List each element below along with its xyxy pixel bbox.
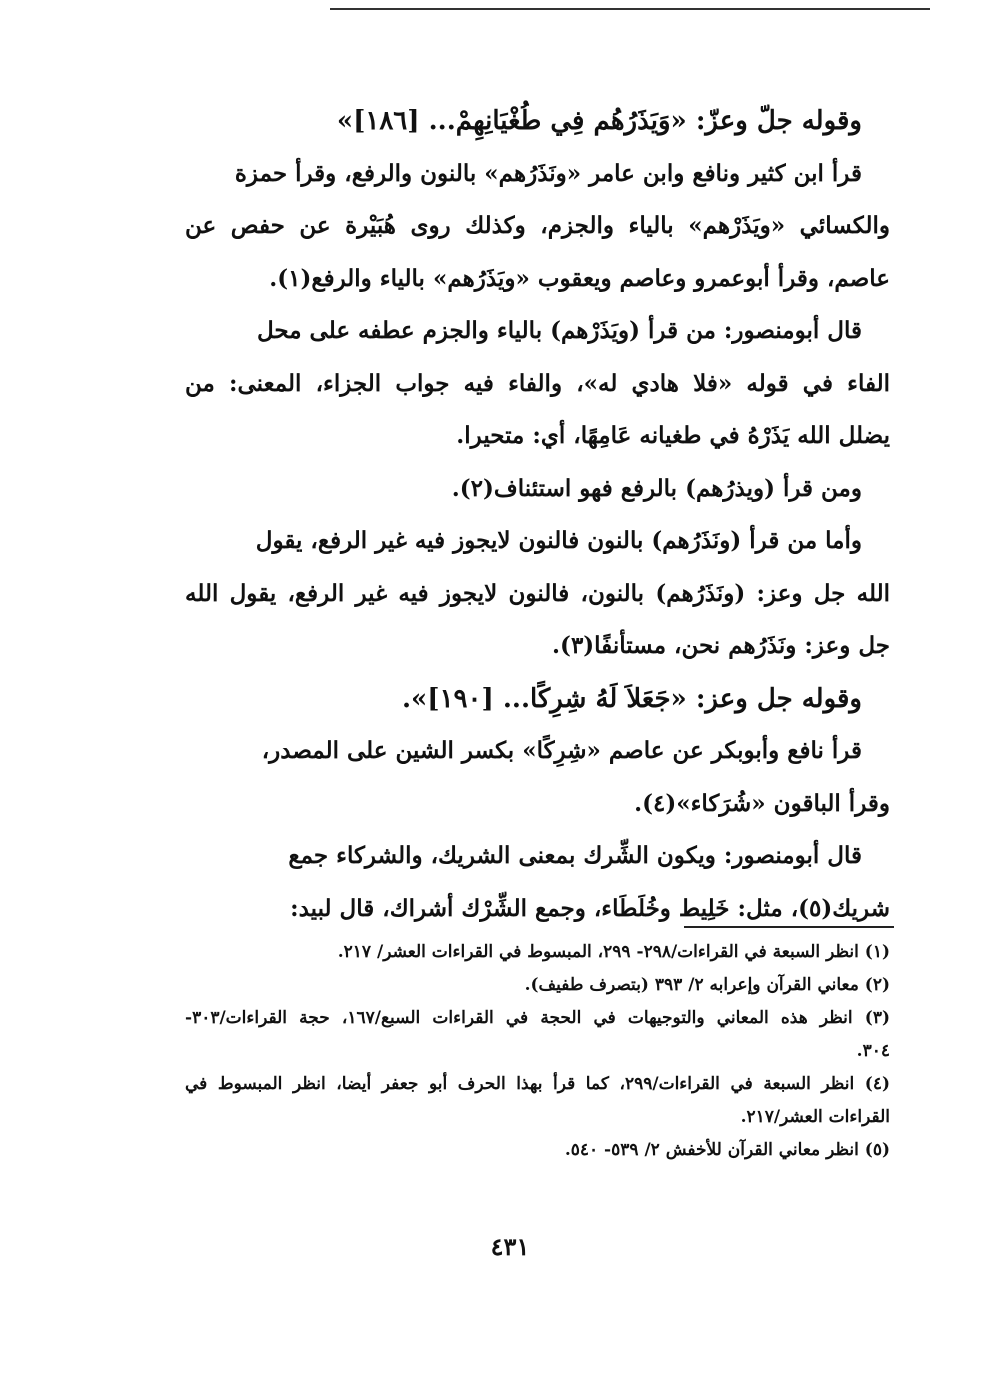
text-line: وقرأ الباقون «شُرَكاء»(٤). [634,789,890,817]
text-line: جل وعز: ونَذَرُهم نحن، مستأنفًا(٣). [552,632,890,659]
text-line: الفاء في قوله «فلا هادي له»، والفاء فيه جواب الجزاء، المعنى: من [185,369,890,397]
verse-heading-190: وقوله جل وعز: «جَعَلاَ لَهُ شِرِكًا... [١٩٠]». [401,683,862,714]
footnote-5: (٥) انظر معاني القرآن للأخفش ٢/ ٥٣٩- ٥٤٠. [564,1140,890,1160]
footnote-3: (٣) انظر هذه المعاني والتوجيهات في الحجة في القراءات السبع/١٦٧، حجة القراءات/٣٠٣- [185,1008,890,1028]
text-line: قرأ نافع وأبوبكر عن عاصم «شِرِكًا» بكسر الشين على المصدر، [261,737,862,764]
footnotes [185,936,890,1167]
text-line: شريك(٥)، مثل: خَلِيط وخُلَطَاء، وجمع الشِّرْك أشراك، قال لبيد: [290,894,890,922]
footnote-1: (١) انظر السبعة في القراءات/٢٩٨- ٢٩٩، المبسوط في القراءات العشر/ ٢١٧. [337,942,890,962]
text-line: قال أبومنصور: من قرأ (ويَذَرْهم) بالياء والجزم عطفه على محل [256,317,862,344]
verse-heading-186: وقوله جلّ وعزّ: «وَيَذَرُهُم فِي طُغْيَانِهِمْ... [١٨٦]» [336,106,862,136]
text-line: قرأ ابن كثير ونافع وابن عامر «ونَذَرُهم» بالنون والرفع، وقرأ حمزة [234,159,862,187]
text-line: ومن قرأ (ويذرُهم) بالرفع فهو استئناف(٢). [451,474,862,502]
page-number: ٤٣١ [490,1232,530,1261]
footnote-2: (٢) معاني القرآن وإعرابه ٢/ ٣٩٣ (بتصرف طفيف). [524,975,890,995]
footnote-4-continued: القراءات العشر/٢١٧. [740,1107,890,1127]
text-line: الله جل وعز: (ونَذَرُهم) بالنون، فالنون لايجوز فيه غير الرفع، يقول الله [185,579,890,607]
footnote-3-continued: ٣٠٤. [856,1041,890,1061]
top-border-line [330,8,930,10]
text-line: يضلل الله يَذَرْهُ في طغيانه عَامِهًا، أي: متحيرا. [456,422,890,449]
footnote-4: (٤) انظر السبعة في القراءات/٢٩٩، كما قرأ بهذا الحرف أبو جعفر أيضا، انظر المبسوط في [185,1074,890,1094]
footnote-separator [684,926,894,928]
text-line: عاصم، وقرأ أبوعمرو وعاصم ويعقوب «ويَذَرُهم» بالياء والرفع(١). [269,264,890,292]
main-text [185,95,890,935]
text-line: قال أبومنصور: ويكون الشِّرك بمعنى الشريك، والشركاء جمع [288,842,862,869]
text-line: وأما من قرأ (ونَذَرُهم) بالنون فالنون لايجوز فيه غير الرفع، يقول [255,527,862,554]
text-line: والكسائي «ويَذَرْهم» بالياء والجزم، وكذلك روى هُبَيْرة عن حفص عن [185,212,890,239]
